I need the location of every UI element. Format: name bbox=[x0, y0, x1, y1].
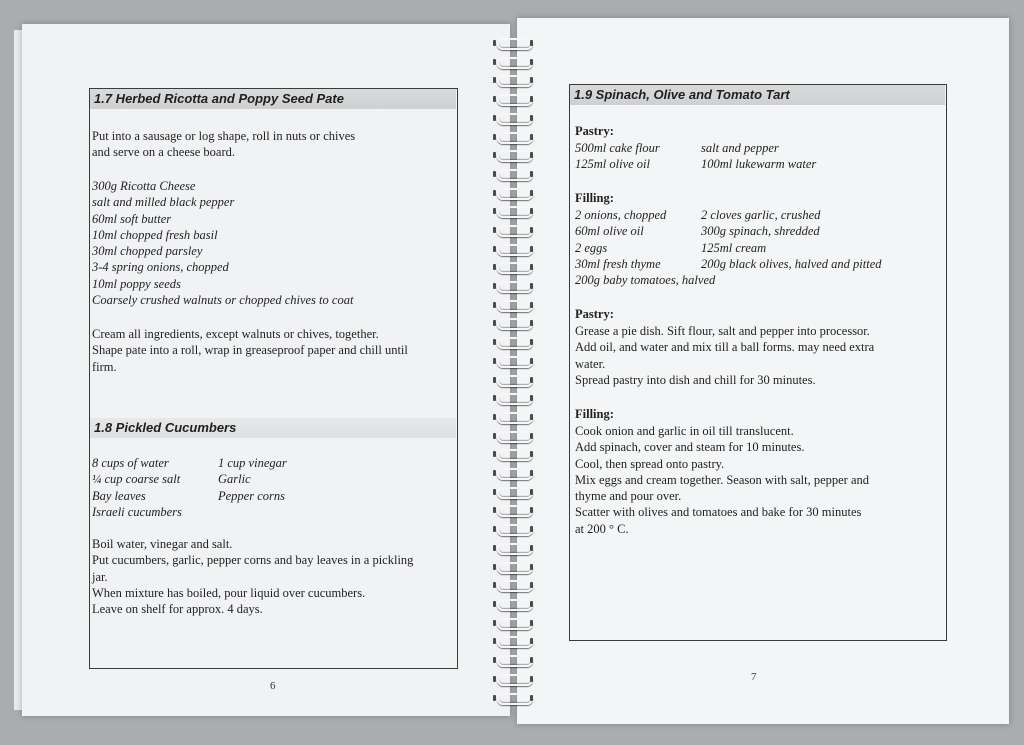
spiral-coil bbox=[491, 580, 535, 590]
spiral-coil bbox=[491, 431, 535, 441]
ingredient-list bbox=[92, 178, 353, 308]
ingredient-item: Pepper corns bbox=[218, 488, 285, 503]
ingredient-item: 10ml poppy seeds bbox=[92, 276, 181, 291]
spiral-coil bbox=[491, 150, 535, 160]
pastry-method bbox=[575, 323, 874, 388]
ingredient-item: Garlic bbox=[218, 472, 251, 487]
spiral-coil bbox=[491, 636, 535, 646]
method-line: Boil water, vinegar and salt. bbox=[92, 537, 233, 551]
ingredient-row bbox=[92, 504, 287, 520]
ingredient-item: 125ml cream bbox=[701, 240, 767, 255]
spiral-coil bbox=[491, 169, 535, 179]
filling-method bbox=[575, 423, 869, 537]
method-line: firm. bbox=[92, 359, 117, 374]
method-line: Mix eggs and cream together. Season with salt, pepper and bbox=[575, 472, 870, 487]
spiral-coil bbox=[491, 412, 535, 422]
method-line: Add oil, and water and mix till a ball forms. may need extra bbox=[575, 340, 875, 355]
ingredient-item: 3-4 spring onions, chopped bbox=[92, 260, 229, 275]
ingredient-row bbox=[92, 455, 287, 471]
spiral-coil bbox=[491, 655, 535, 665]
left-page bbox=[22, 24, 510, 716]
ingredient-item: 60ml soft butter bbox=[92, 211, 172, 226]
spiral-coil bbox=[491, 281, 535, 291]
spiral-coil bbox=[491, 599, 535, 609]
ingredient-item: Bay leaves bbox=[92, 488, 146, 503]
spiral-coil bbox=[491, 225, 535, 235]
ingredient-item: 10ml chopped fresh basil bbox=[92, 227, 218, 242]
spiral-coil bbox=[491, 206, 535, 216]
ingredient-item: Coarsely crushed walnuts or chopped chives to coat bbox=[92, 293, 354, 308]
method-line: Cook onion and garlic in oil till translucent. bbox=[575, 424, 794, 438]
spiral-coil bbox=[491, 300, 535, 310]
method-line: Leave on shelf for approx. 4 days. bbox=[92, 602, 263, 617]
method-line: thyme and pour over. bbox=[575, 489, 682, 504]
spiral-coil bbox=[491, 618, 535, 628]
spiral-coil bbox=[491, 524, 535, 534]
ingredient-item: salt and pepper bbox=[701, 141, 779, 155]
spiral-coil bbox=[491, 693, 535, 703]
ingredient-table bbox=[92, 455, 287, 520]
filling-ingredient-table bbox=[575, 207, 882, 288]
ingredient-row bbox=[575, 207, 882, 223]
method-line: water. bbox=[575, 356, 606, 371]
spiral-coil bbox=[491, 318, 535, 328]
intro-line: Put into a sausage or log shape, roll in nuts or chives bbox=[92, 129, 356, 143]
spiral-coil bbox=[491, 94, 535, 104]
method-line: Add spinach, cover and steam for 10 minutes. bbox=[575, 440, 805, 455]
spiral-coil bbox=[491, 57, 535, 67]
ingredient-item: 500ml cake flour bbox=[575, 141, 660, 155]
ingredient-item: salt and milled black pepper bbox=[92, 195, 235, 210]
spiral-coil bbox=[491, 674, 535, 684]
method-line: Grease a pie dish. Sift flour, salt and pepper into processor. bbox=[575, 324, 870, 338]
spiral-coil bbox=[491, 188, 535, 198]
spiral-coil bbox=[491, 393, 535, 403]
recipe-intro bbox=[92, 128, 355, 161]
ingredient-item: 2 cloves garlic, crushed bbox=[701, 208, 821, 222]
spiral-coil bbox=[491, 262, 535, 272]
spiral-coil bbox=[491, 375, 535, 385]
spiral-coil bbox=[491, 75, 535, 85]
spiral-coil bbox=[491, 244, 535, 254]
method-line: Cool, then spread onto pastry. bbox=[575, 456, 725, 471]
spiral-coil bbox=[491, 38, 535, 48]
section-label: Pastry: bbox=[575, 124, 614, 138]
ingredient-item: 300g Ricotta Cheese bbox=[92, 179, 196, 193]
ingredient-row bbox=[575, 240, 882, 256]
ingredient-item: 60ml olive oil bbox=[575, 224, 644, 239]
spiral-coil bbox=[491, 449, 535, 459]
recipe-method bbox=[92, 326, 408, 375]
ingredient-row bbox=[575, 156, 816, 172]
ingredient-item: 200g baby tomatoes, halved bbox=[575, 273, 716, 288]
ingredient-item: 2 onions, chopped bbox=[575, 208, 667, 222]
ingredient-item: 1 cup vinegar bbox=[218, 456, 287, 470]
method-line: Cream all ingredients, except walnuts or chives, together. bbox=[92, 327, 379, 341]
ingredient-item: Israeli cucumbers bbox=[92, 504, 182, 519]
spiral-coil bbox=[491, 337, 535, 347]
ingredient-row bbox=[575, 256, 882, 272]
right-page bbox=[517, 18, 1009, 724]
recipe-heading-1-8: 1.8 Pickled Cucumbers bbox=[90, 418, 456, 438]
spiral-coil bbox=[491, 468, 535, 478]
ingredient-row bbox=[575, 223, 882, 239]
page-number: 7 bbox=[751, 671, 757, 683]
ingredient-item: 125ml olive oil bbox=[575, 157, 650, 172]
method-line: at 200 ° C. bbox=[575, 521, 629, 536]
recipe-heading-1-7: 1.7 Herbed Ricotta and Poppy Seed Pate bbox=[90, 89, 456, 109]
method-line: Put cucumbers, garlic, pepper corns and bay leaves in a pickling bbox=[92, 553, 414, 568]
section-label: Filling: bbox=[575, 407, 614, 421]
spiral-coil bbox=[491, 487, 535, 497]
spiral-coil bbox=[491, 113, 535, 123]
ingredient-row bbox=[575, 272, 882, 288]
spiral-coil bbox=[491, 356, 535, 366]
section-label: Pastry: bbox=[575, 307, 614, 321]
spiral-coil bbox=[491, 543, 535, 553]
ingredient-item: ¼ cup coarse salt bbox=[92, 472, 181, 487]
ingredient-row bbox=[92, 471, 287, 487]
spiral-coil bbox=[491, 132, 535, 142]
ingredient-item: 100ml lukewarm water bbox=[701, 157, 817, 172]
ingredient-item: 2 eggs bbox=[575, 240, 608, 255]
recipe-method bbox=[92, 536, 413, 617]
ingredient-item: 8 cups of water bbox=[92, 456, 169, 470]
method-line: Shape pate into a roll, wrap in greaseproof paper and chill until bbox=[92, 343, 408, 358]
ingredient-item: 30ml chopped parsley bbox=[92, 244, 203, 259]
method-line: Spread pastry into dish and chill for 30 minutes. bbox=[575, 372, 816, 387]
ingredient-item: 200g black olives, halved and pitted bbox=[701, 256, 882, 271]
ingredient-row bbox=[92, 488, 287, 504]
ingredient-row bbox=[575, 140, 816, 156]
page-number: 6 bbox=[270, 680, 276, 692]
recipe-heading-1-9: 1.9 Spinach, Olive and Tomato Tart bbox=[570, 85, 945, 105]
spiral-coil bbox=[491, 505, 535, 515]
section-label: Filling: bbox=[575, 191, 614, 205]
ingredient-item: 300g spinach, shredded bbox=[701, 224, 820, 239]
method-line: Scatter with olives and tomatoes and bake for 30 minutes bbox=[575, 505, 862, 520]
ingredient-item: 30ml fresh thyme bbox=[575, 256, 661, 271]
method-line: jar. bbox=[92, 569, 108, 584]
method-line: When mixture has boiled, pour liquid over cucumbers. bbox=[92, 585, 366, 600]
spiral-coil bbox=[491, 562, 535, 572]
intro-line: and serve on a cheese board. bbox=[92, 145, 235, 160]
pastry-ingredient-table bbox=[575, 140, 816, 173]
